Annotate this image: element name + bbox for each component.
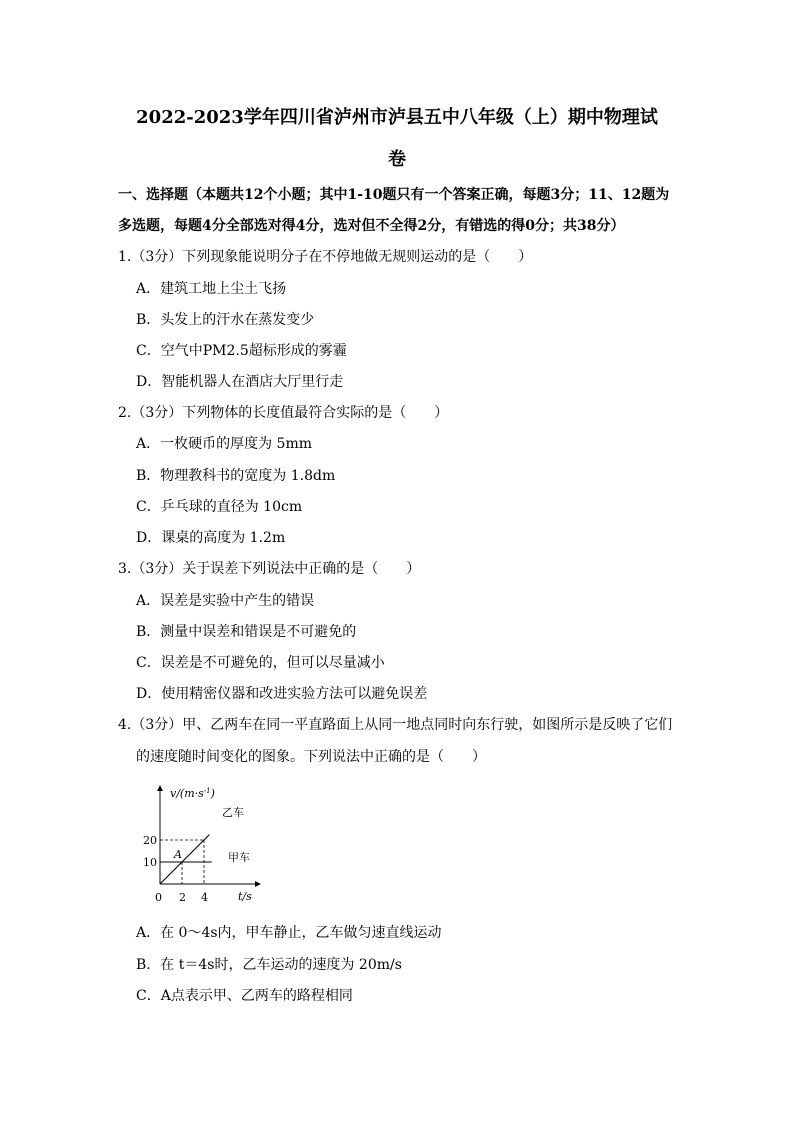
x-tick-2: 2 <box>179 891 186 904</box>
question-4-stem-line-2: 的速度随时间变化的图象。下列说法中正确的是（ ） <box>136 749 486 765</box>
series-label-jia: 甲车 <box>228 851 250 864</box>
question-3-stem: 3.（3分）关于误差下列说法中正确的是（ ） <box>118 561 421 577</box>
question-3-option-c: C．误差是不可避免的，但可以尽量减小 <box>136 655 385 671</box>
origin-label: 0 <box>155 891 162 904</box>
question-2-option-a: A．一枚硬币的厚度为 5mm <box>136 436 313 452</box>
x-axis-label: t/s <box>238 890 252 903</box>
y-tick-10: 10 <box>143 856 157 869</box>
velocity-time-graph <box>138 782 268 910</box>
question-4-option-a: A．在 0～4s内，甲车静止，乙车做匀速直线运动 <box>136 925 442 941</box>
y-tick-20: 20 <box>143 834 157 847</box>
question-3-option-b: B．测量中误差和错误是不可避免的 <box>136 624 357 640</box>
question-3-option-d: D．使用精密仪器和改进实验方法可以避免误差 <box>136 686 428 702</box>
series-label-yi: 乙车 <box>222 806 244 819</box>
x-tick-4: 4 <box>201 891 208 904</box>
question-2-option-c: C．乒乓球的直径为 10cm <box>136 499 303 515</box>
section-heading <box>118 180 688 242</box>
question-4-option-c: C．A点表示甲、乙两车的路程相同 <box>136 988 353 1004</box>
y-axis-label: $v/(m\cdot s^{-1})$ <box>170 787 215 800</box>
question-1-option-b: B．头发上的汗水在蒸发变少 <box>136 312 315 328</box>
question-4-option-b: B．在 t＝4s时，乙车运动的速度为 20m/s <box>136 957 402 973</box>
question-4-stem-line-1: 4.（3分）甲、乙两车在同一平直路面上从同一地点同时向东行驶，如图所示是反映了它们 <box>118 717 673 733</box>
page-title <box>100 97 694 181</box>
title-line-1: 2022-2023学年四川省泸州市泸县五中八年级（上）期中物理试 <box>136 107 658 128</box>
question-2-option-b: B．物理教科书的宽度为 1.8dm <box>136 468 336 484</box>
title-line-2: 卷 <box>388 149 406 170</box>
question-1-option-c: C．空气中PM2.5超标形成的雾霾 <box>136 343 347 359</box>
question-1-option-d: D．智能机器人在酒店大厅里行走 <box>136 374 344 390</box>
series-line-yi <box>160 835 210 885</box>
section-line-2: 多选题，每题4分全部选对得4分，选对但不全得2分，有错选的得0分；共38分） <box>118 218 625 234</box>
section-line-1: 一、选择题（本题共12个小题；其中1-10题只有一个答案正确，每题3分；11、12题为 <box>118 187 670 203</box>
question-3-option-a: A．误差是实验中产生的错误 <box>136 593 315 609</box>
graph-svg <box>138 782 268 910</box>
question-1-option-a: A．建筑工地上尘土飞扬 <box>136 281 287 297</box>
question-2-option-d: D．课桌的高度为 1.2m <box>136 530 286 546</box>
question-1-stem: 1.（3分）下列现象能说明分子在不停地做无规则运动的是（ ） <box>118 249 533 265</box>
point-a-label: A <box>174 848 182 861</box>
question-2-stem: 2.（3分）下列物体的长度值最符合实际的是（ ） <box>118 405 449 421</box>
